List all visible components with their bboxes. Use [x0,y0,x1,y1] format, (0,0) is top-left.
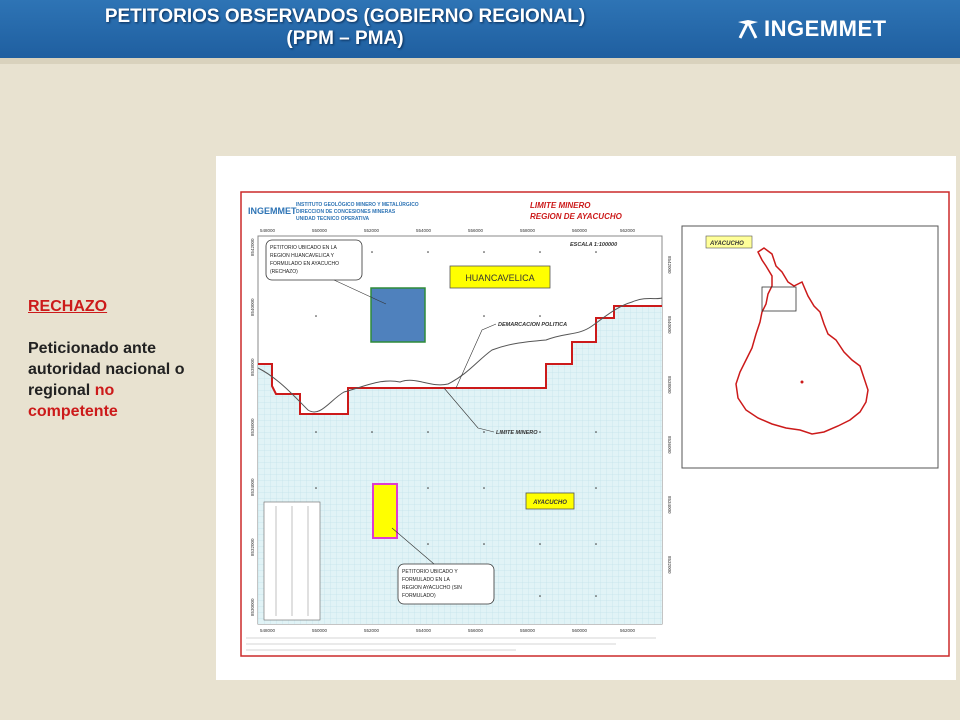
grid-mark [595,431,597,433]
note-rechazo-line-3: FORMULADO EN AYACUCHO [270,261,339,267]
grid-mark [539,251,541,253]
grid-mark [315,487,317,489]
x-tick-bottom-562000: 562000 [620,628,636,633]
inset-location-point [801,381,804,384]
grid-mark [371,251,373,253]
x-tick-562000: 562000 [620,228,636,233]
x-tick-bottom-554000: 554000 [416,628,432,633]
grid-mark [371,431,373,433]
main-map [258,236,662,624]
blue-claim-rechazo [371,288,425,342]
grid-mark [539,595,541,597]
y-tick-right-8532000: 8532000 [667,556,672,574]
x-tick-bottom-550000: 550000 [312,628,328,633]
y-tick-8538000: 8538000 [250,358,255,376]
page-title [40,6,650,50]
map-scale: ESCALA 1:100000 [570,242,618,248]
map-title-line-2: REGION DE AYACUCHO [530,212,622,221]
grid-mark [315,431,317,433]
x-tick-bottom-548000: 548000 [260,628,276,633]
map-logo-text: INGEMMET [248,206,297,216]
grid-mark [539,315,541,317]
note-rechazo-line-2: REGION HUANCAVELICA Y [270,253,334,259]
grid-mark [427,251,429,253]
institute-line-2: DIRECCION DE CONCESIONES MINERAS [296,209,396,215]
grid-mark [427,543,429,545]
x-tick-554000: 554000 [416,228,432,233]
x-tick-bottom-556000: 556000 [468,628,484,633]
logo-text: INGEMMET [764,16,887,41]
map-title-line-1: LIMITE MINERO [530,201,591,210]
rechazo-heading: RECHAZO [28,298,108,315]
grid-mark [427,431,429,433]
y-tick-right-8542000: 8542000 [667,256,672,274]
y-tick-8532000: 8532000 [250,538,255,556]
huancavelica-label: HUANCAVELICA [465,273,535,283]
x-tick-548000: 548000 [260,228,276,233]
description-text: Peticionado ante autoridad nacional o regional [28,340,185,399]
grid-mark [595,595,597,597]
pickaxe-icon [736,18,760,40]
grid-mark [483,251,485,253]
grid-mark [539,431,541,433]
grid-mark [595,543,597,545]
grid-mark [483,543,485,545]
demarcacion-label: DEMARCACION POLITICA [498,322,568,328]
grid-mark [595,251,597,253]
description-highlight: no competente [28,382,118,420]
left-panel [28,296,208,422]
yellow-claim-ayacucho [373,484,397,538]
note-formulado-line-2: FORMULADO EN LA [402,577,450,583]
grid-mark [483,431,485,433]
note-formulado-line-1: PETITORIO UBICADO Y [402,569,458,575]
grid-mark [427,487,429,489]
map-figure [216,156,956,680]
title-line-1: PETITORIOS OBSERVADOS (GOBIERNO REGIONAL) [104,6,586,27]
x-tick-552000: 552000 [364,228,380,233]
grid-mark [595,487,597,489]
y-tick-right-8536000: 8536000 [667,436,672,454]
institute-line-3: UNIDAD TECNICO OPERATIVA [296,216,370,222]
y-tick-8534000: 8534000 [250,478,255,496]
y-tick-right-8538000: 8538000 [667,376,672,394]
inset-map [682,226,938,468]
grid-mark [315,315,317,317]
title-line-2: (PPM – PMA) [286,28,404,49]
ayacucho-label: AYACUCHO [533,500,567,506]
x-tick-550000: 550000 [312,228,328,233]
y-tick-8530000: 8530000 [250,598,255,616]
grid-mark [483,487,485,489]
grid-mark [539,543,541,545]
note-rechazo-line-1: PETITORIO UBICADO EN LA [270,245,337,251]
x-tick-bottom-552000: 552000 [364,628,380,633]
inset-label: AYACUCHO [710,241,744,247]
grid-mark [483,315,485,317]
x-tick-556000: 556000 [468,228,484,233]
y-tick-8540000: 8540000 [250,298,255,316]
y-tick-8536000: 8536000 [250,418,255,436]
note-formulado-line-4: FORMULADO) [402,593,436,599]
x-tick-558000: 558000 [520,228,536,233]
ingemmet-logo [736,16,887,42]
y-tick-right-8534000: 8534000 [667,496,672,514]
header-bar [0,0,960,64]
x-tick-bottom-560000: 560000 [572,628,588,633]
limite-label: LIMITE MINERO [496,430,538,436]
note-rechazo-line-4: (RECHAZO) [270,269,298,275]
x-tick-bottom-558000: 558000 [520,628,536,633]
x-tick-560000: 560000 [572,228,588,233]
note-formulado-line-3: REGION AYACUCHO (SIN [402,585,462,591]
institute-line-1: INSTITUTO GEOLÓGICO MINERO Y METALÚRGICO [296,202,419,208]
map-canvas [216,156,956,680]
y-tick-8542000: 8542000 [250,238,255,256]
rechazo-description [28,338,208,422]
y-tick-right-8540000: 8540000 [667,316,672,334]
